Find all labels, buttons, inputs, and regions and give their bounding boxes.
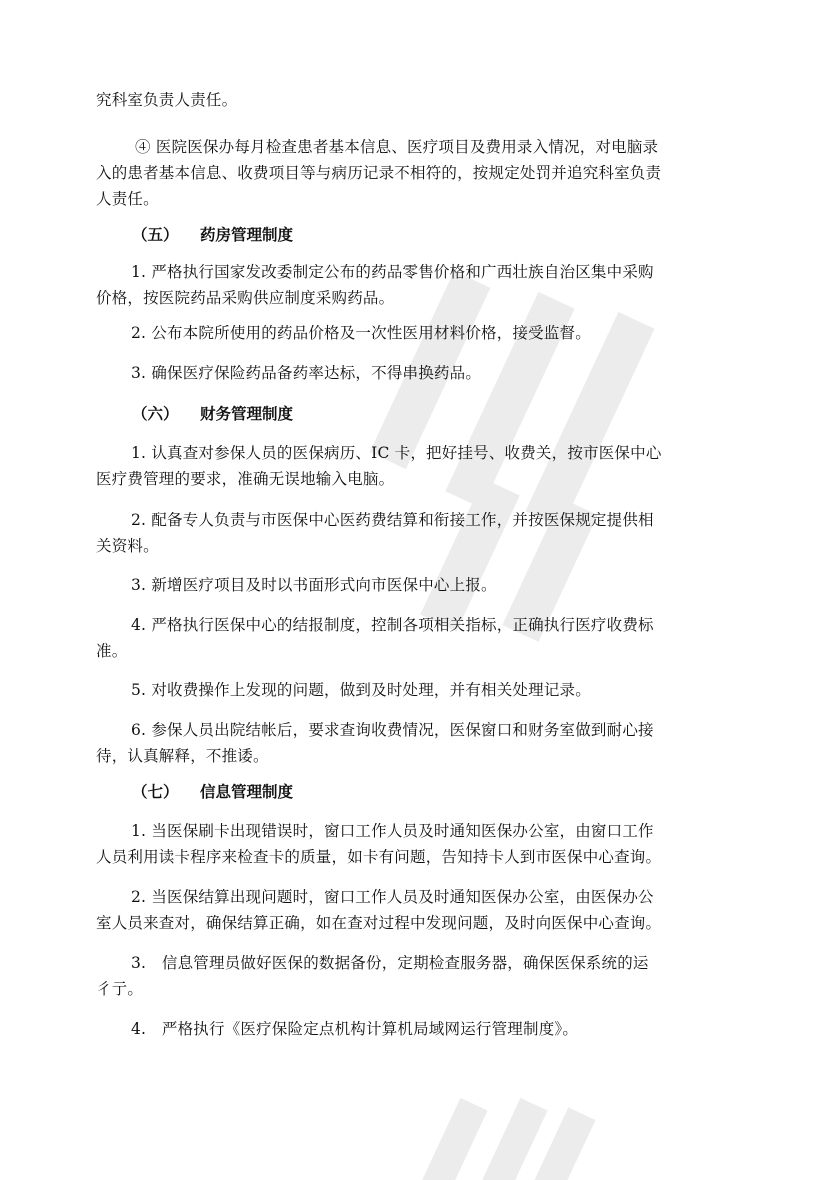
- text-line: 准。: [96, 642, 128, 660]
- text-line: 4. 严格执行《医疗保险定点机构计算机局域网运行管理制度》。: [131, 1020, 579, 1038]
- text-line: 医疗费管理的要求，准确无误地输入电脑。: [96, 470, 395, 488]
- text-line: 1. 认真查对参保人员的医保病历、IC 卡，把好挂号、收费关，按市医保中心: [131, 444, 662, 462]
- text-line: 待，认真解释，不推诿。: [96, 747, 269, 765]
- text-line: ④ 医院医保办每月检查患者基本信息、医疗项目及费用录入情况，对电脑录: [135, 138, 659, 156]
- section-title: 信息管理制度: [200, 783, 294, 801]
- text-line: 关资料。: [96, 537, 159, 555]
- text-line: 6. 参保人员出院结帐后，要求查询收费情况，医保窗口和财务室做到耐心接: [131, 721, 654, 739]
- text-line: 3. 信息管理员做好医保的数据备份，定期检查服务器，确保医保系统的运: [131, 954, 649, 972]
- text-line: 3. 确保医疗保险药品备药率达标，不得串换药品。: [131, 364, 482, 382]
- section-title: 财务管理制度: [200, 405, 294, 423]
- text-line: 究科室负责人责任。: [96, 91, 238, 109]
- text-line: 5. 对收费操作上发现的问题，做到及时处理，并有相关处理记录。: [131, 681, 591, 699]
- section-number: （五）: [132, 226, 179, 244]
- text-line: 1. 严格执行国家发改委制定公布的药品零售价格和广西壮族自治区集中采购: [131, 263, 654, 281]
- text-line: 人责任。: [96, 190, 159, 208]
- text-line: 2. 配备专人负责与市医保中心医药费结算和衔接工作，并按医保规定提供相: [131, 511, 654, 529]
- section-number: （六）: [132, 405, 179, 423]
- text-line: 2. 公布本院所使用的药品价格及一次性医用材料价格，接受监督。: [131, 324, 591, 342]
- section-heading-pharmacy: [132, 222, 293, 248]
- text-line: 1. 当医保刷卡出现错误时，窗口工作人员及时通知医保办公室，由窗口工作: [131, 822, 654, 840]
- section-heading-finance: [132, 401, 293, 427]
- text-line: 室人员来查对，确保结算正确，如在查对过程中发现问题，及时向医保中心查询。: [96, 914, 662, 932]
- section-number: （七）: [132, 783, 179, 801]
- text-line: 2. 当医保结算出现问题时，窗口工作人员及时通知医保办公室，由医保办公: [131, 888, 654, 906]
- text-line: 价格，按医院药品采购供应制度采购药品。: [96, 289, 395, 307]
- watermark-graphic-bottom: [400, 1090, 600, 1180]
- text-line: 4. 严格执行医保中心的结报制度，控制各项相关指标，正确执行医疗收费标: [131, 616, 654, 634]
- section-heading-info: [132, 779, 293, 805]
- section-title: 药房管理制度: [200, 226, 294, 244]
- text-line: 彳亍。: [96, 980, 144, 998]
- text-line: 3. 新增医疗项目及时以书面形式向市医保中心上报。: [131, 576, 497, 594]
- text-line: 入的患者基本信息、收费项目等与病历记录不相符的，按规定处罚并追究科室负责: [96, 164, 662, 182]
- text-line: 人员利用读卡程序来检查卡的质量，如卡有问题，告知持卡人到市医保中心查询。: [96, 848, 662, 866]
